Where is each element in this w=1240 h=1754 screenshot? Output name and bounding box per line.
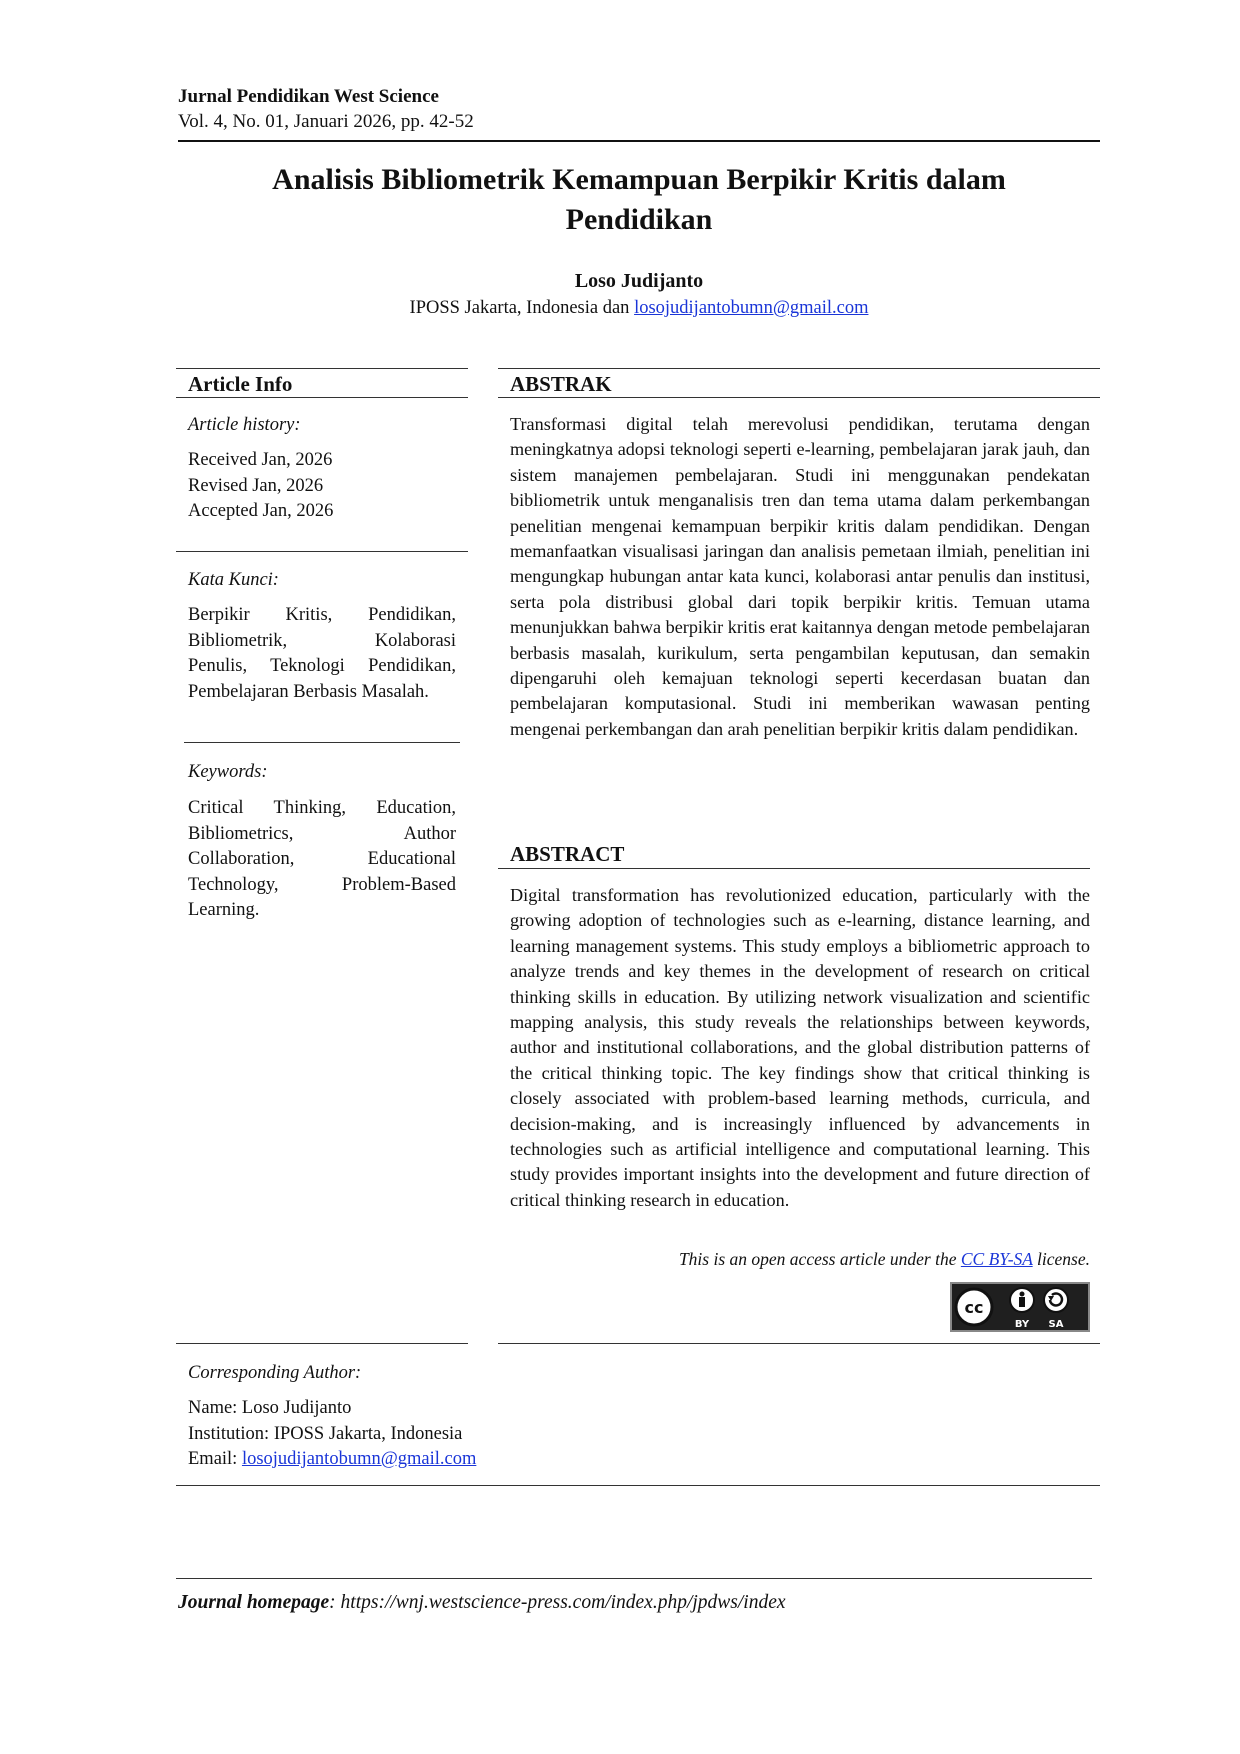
received-date: Received Jan, 2026 (188, 450, 333, 470)
sa-text: SA (1048, 1319, 1064, 1330)
kata-kunci-divider (184, 742, 460, 743)
keywords-line: Bibliometrics, Author (188, 823, 456, 844)
author-affiliation (178, 298, 1100, 319)
author-email-link[interactable]: losojudijantobumn@gmail.com (634, 298, 869, 318)
article-info-top-rule (176, 368, 468, 369)
right-column-end-rule (498, 1343, 1100, 1344)
abstrak-heading: ABSTRAK (510, 372, 612, 396)
cc-license-icon (952, 1284, 1088, 1330)
article-history-dates (188, 448, 333, 525)
article-info-heading: Article Info (188, 372, 293, 396)
header-rule (178, 140, 1100, 142)
kata-kunci-list (188, 603, 456, 705)
license-statement (510, 1249, 1090, 1270)
keywords-line: Critical Thinking, Education, (188, 798, 456, 818)
homepage-url[interactable]: : https://wnj.westscience-press.com/index.php/jpdws/index (329, 1592, 786, 1613)
corresponding-bottom-rule (176, 1485, 1100, 1486)
keywords-label: Keywords: (188, 762, 268, 782)
cc-by-sa-link[interactable]: CC BY-SA (960, 1249, 1033, 1269)
cc-text: cc (964, 1298, 984, 1317)
accepted-date: Accepted Jan, 2026 (188, 501, 334, 521)
corresponding-institution: Institution: IPOSS Jakarta, Indonesia (188, 1423, 463, 1444)
affiliation-text: IPOSS Jakarta, Indonesia dan (409, 298, 635, 318)
license-suffix: license. (1032, 1249, 1090, 1269)
kata-kunci-label: Kata Kunci: (188, 570, 279, 590)
email-label: Email: (188, 1449, 242, 1469)
journal-homepage (178, 1592, 786, 1614)
abstrak-text: Transformasi digital telah merevolusi pendidikan, terutama dengan meningkatnya adopsi teknologi seperti e-learning, pembelajaran jarak jauh, dan sistem manajemen pembelajaran. Studi ini menggunakan pendekatan bibliometrik untuk menganalisis tren dan tema utama dalam perkembangan penelitian mengenai kemampuan berpikir kritis dalam pendidikan. Dengan memanfaatkan visualisasi jaringan dan analisis pemetaan ilmiah, penelitian ini mengungkap hubungan antar kata kunci, kolaborasi antar penulis dan institusi, serta pola distribusi global dari topik berpikir kritis. Temuan utama menunjukkan bahwa berpikir kritis erat kaitannya dengan metode pembelajaran berbasis masalah, kurikulum, serta pengambilan keputusan, dan semakin dipengaruhi oleh kemajuan teknologi seperti kecerdasan buatan dan pembelajaran komputasional. Studi ini memberikan wawasan penting mengenai perkembangan dan arah penelitian berpikir kritis dalam pendidikan. (510, 414, 1090, 739)
abstract-text: Digital transformation has revolutionized education, particularly with the growing adoption of technologies such as e-learning, distance learning, and learning management systems. This study employs a bibliometric approach to analyze trends and key themes in the development of research on critical thinking skills in education. By utilizing network visualization and scientific mapping analysis, this study reveals the relationships between keywords, author and institutional collaborations, and the global distribution patterns of the critical thinking topic. The key findings show that critical thinking is closely associated with problem-based learning methods, curricula, and decision-making, and is increasingly influenced by advancements in technologies such as artificial intelligence and computational learning. This study provides important insights into the development and future direction of critical thinking research in education. (510, 885, 1090, 1210)
abstrak-bottom-rule (498, 397, 1100, 398)
revised-date: Revised Jan, 2026 (188, 475, 324, 496)
cc-by-sa-badge[interactable] (950, 1282, 1090, 1332)
kata-kunci-line: Bibliometrik, Kolaborasi (188, 630, 456, 651)
corresponding-author-label: Corresponding Author: (188, 1363, 362, 1383)
journal-volume-info: Vol. 4, No. 01, Januari 2026, pp. 42-52 (178, 111, 474, 132)
journal-name: Jurnal Pendidikan West Science (178, 86, 439, 107)
license-prefix: This is an open access article under the (678, 1249, 961, 1269)
corresponding-email-link[interactable]: losojudijantobumn@gmail.com (241, 1449, 477, 1469)
paper-title-line-1: Analisis Bibliometrik Kemampuan Berpikir Kritis dalam (272, 163, 1006, 196)
author-name: Loso Judijanto (574, 270, 704, 292)
corresponding-name: Name: Loso Judijanto (188, 1398, 352, 1418)
homepage-label: Journal homepage (178, 1592, 330, 1613)
keywords-line: Collaboration, Educational (188, 849, 456, 869)
article-info-bottom-rule (176, 397, 468, 398)
paper-title (178, 160, 1100, 240)
keywords-line: Learning. (188, 900, 260, 920)
kata-kunci-line: Berpikir Kritis, Pendidikan, (188, 605, 456, 625)
kata-kunci-line: Penulis, Teknologi Pendidikan, (188, 656, 456, 676)
footer-rule (176, 1578, 1092, 1579)
abstrak-top-rule (498, 368, 1100, 369)
by-text: BY (1014, 1319, 1030, 1330)
abstract-heading: ABSTRACT (510, 842, 625, 866)
kata-kunci-line: Pembelajaran Berbasis Masalah. (188, 681, 429, 702)
corresponding-email-row (188, 1447, 476, 1473)
keywords-line: Technology, Problem-Based (188, 874, 456, 895)
abstract-rule (498, 868, 1090, 869)
corresponding-author-details (188, 1396, 476, 1473)
paper-title-line-2: Pendidikan (565, 203, 713, 236)
article-history-label: Article history: (188, 415, 301, 435)
left-column-end-rule (176, 1343, 468, 1344)
keywords-list (188, 796, 456, 924)
history-divider (176, 551, 468, 552)
